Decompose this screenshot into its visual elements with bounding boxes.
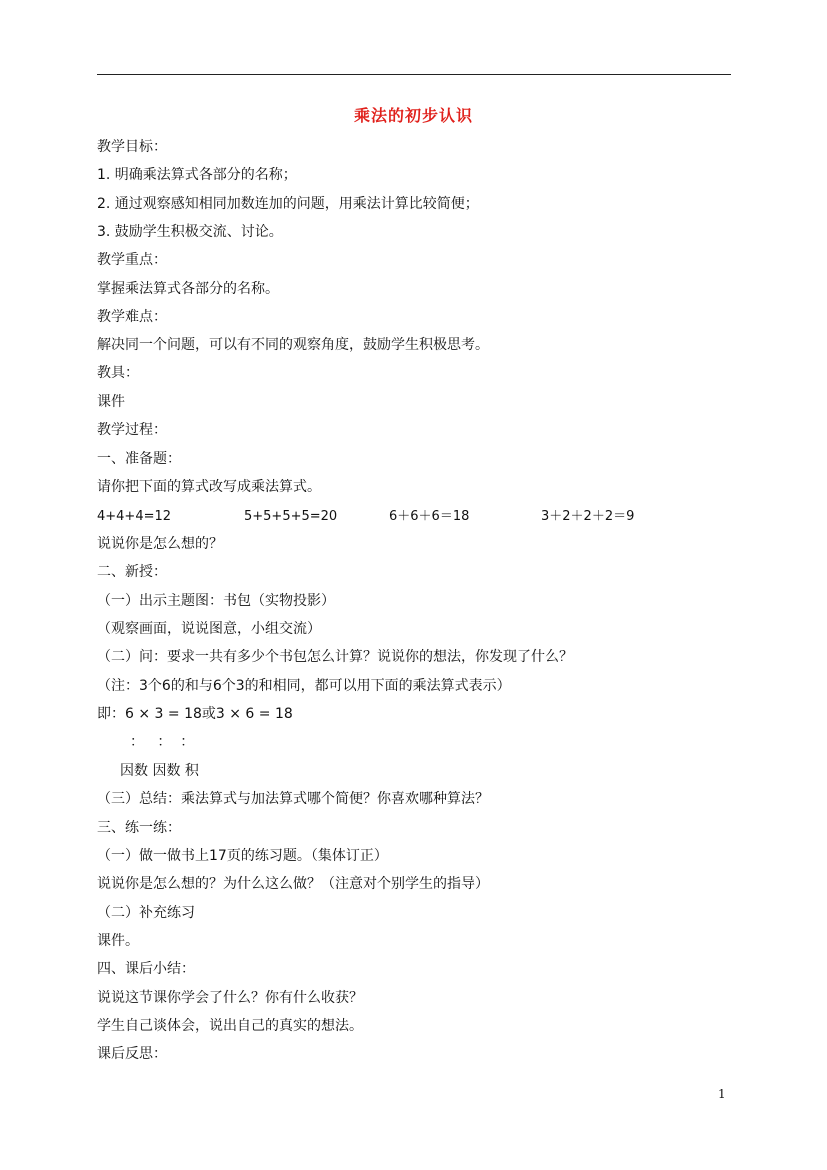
formula-labels: 因数 因数 积: [120, 763, 199, 779]
tools-text: 课件: [97, 394, 125, 410]
key-heading: 教学重点：: [97, 252, 167, 268]
section-3-heading: 三、练一练：: [97, 820, 181, 836]
part-2-2-note: （注：3个6的和与6个3的和相同，都可以用下面的乘法算式表示）: [97, 678, 511, 694]
objective-1: 1. 明确乘法算式各部分的名称；: [97, 167, 297, 183]
section-1-question: 说说你是怎么想的？: [97, 536, 223, 552]
expression-2: 5+5+5+5=20: [244, 509, 338, 524]
part-2-1: （一）出示主题图：书包（实物投影）: [97, 593, 335, 609]
part-3-1-question: 说说你是怎么想的？为什么这么做？（注意对个别学生的指导）: [97, 876, 489, 892]
process-heading: 教学过程：: [97, 422, 167, 438]
objective-3: 3. 鼓励学生积极交流、讨论。: [97, 224, 283, 240]
expression-1: 4+4+4=12: [97, 509, 172, 524]
section-4-text: 学生自己谈体会，说出自己的真实的想法。: [97, 1018, 363, 1034]
section-4-question: 说说这节课你学会了什么？你有什么收获？: [97, 990, 363, 1006]
expression-4: 3＋2＋2＋2＝9: [541, 509, 635, 524]
part-2-3: （三）总结：乘法算式与加法算式哪个简便？你喜欢哪种算法？: [97, 791, 489, 807]
key-text: 掌握乘法算式各部分的名称。: [97, 281, 279, 297]
objectives-heading: 教学目标：: [97, 139, 167, 155]
section-1-heading: 一、准备题：: [97, 451, 181, 467]
part-3-1: （一）做一做书上17页的练习题。（集体订正）: [97, 848, 388, 864]
header-rule: [97, 74, 731, 75]
expression-3: 6＋6＋6＝18: [389, 509, 470, 524]
page-number: 1: [718, 1087, 726, 1101]
section-1-prompt: 请你把下面的算式改写成乘法算式。: [97, 479, 321, 495]
part-2-1-note: （观察画面，说说图意，小组交流）: [97, 621, 321, 637]
difficulty-text: 解决同一个问题，可以有不同的观察角度，鼓励学生积极思考。: [97, 337, 489, 353]
section-4-heading: 四、课后小结：: [97, 961, 195, 977]
section-2-heading: 二、新授：: [97, 564, 167, 580]
difficulty-heading: 教学难点：: [97, 309, 167, 325]
tools-heading: 教具：: [97, 365, 139, 381]
part-3-2: （二）补充练习: [97, 905, 195, 921]
part-2-2: （二）问：要求一共有多少个书包怎么计算？说说你的想法，你发现了什么？: [97, 649, 573, 665]
objective-2: 2. 通过观察感知相同加数连加的问题，用乘法计算比较简便；: [97, 196, 479, 212]
formula-markers: ： ： ：: [130, 734, 195, 750]
formula: 即：6 × 3 = 18或3 × 6 = 18: [97, 706, 293, 722]
document-title: 乘法的初步认识: [353, 106, 473, 125]
part-3-2-text: 课件。: [97, 933, 139, 949]
reflection-heading: 课后反思：: [97, 1046, 167, 1062]
